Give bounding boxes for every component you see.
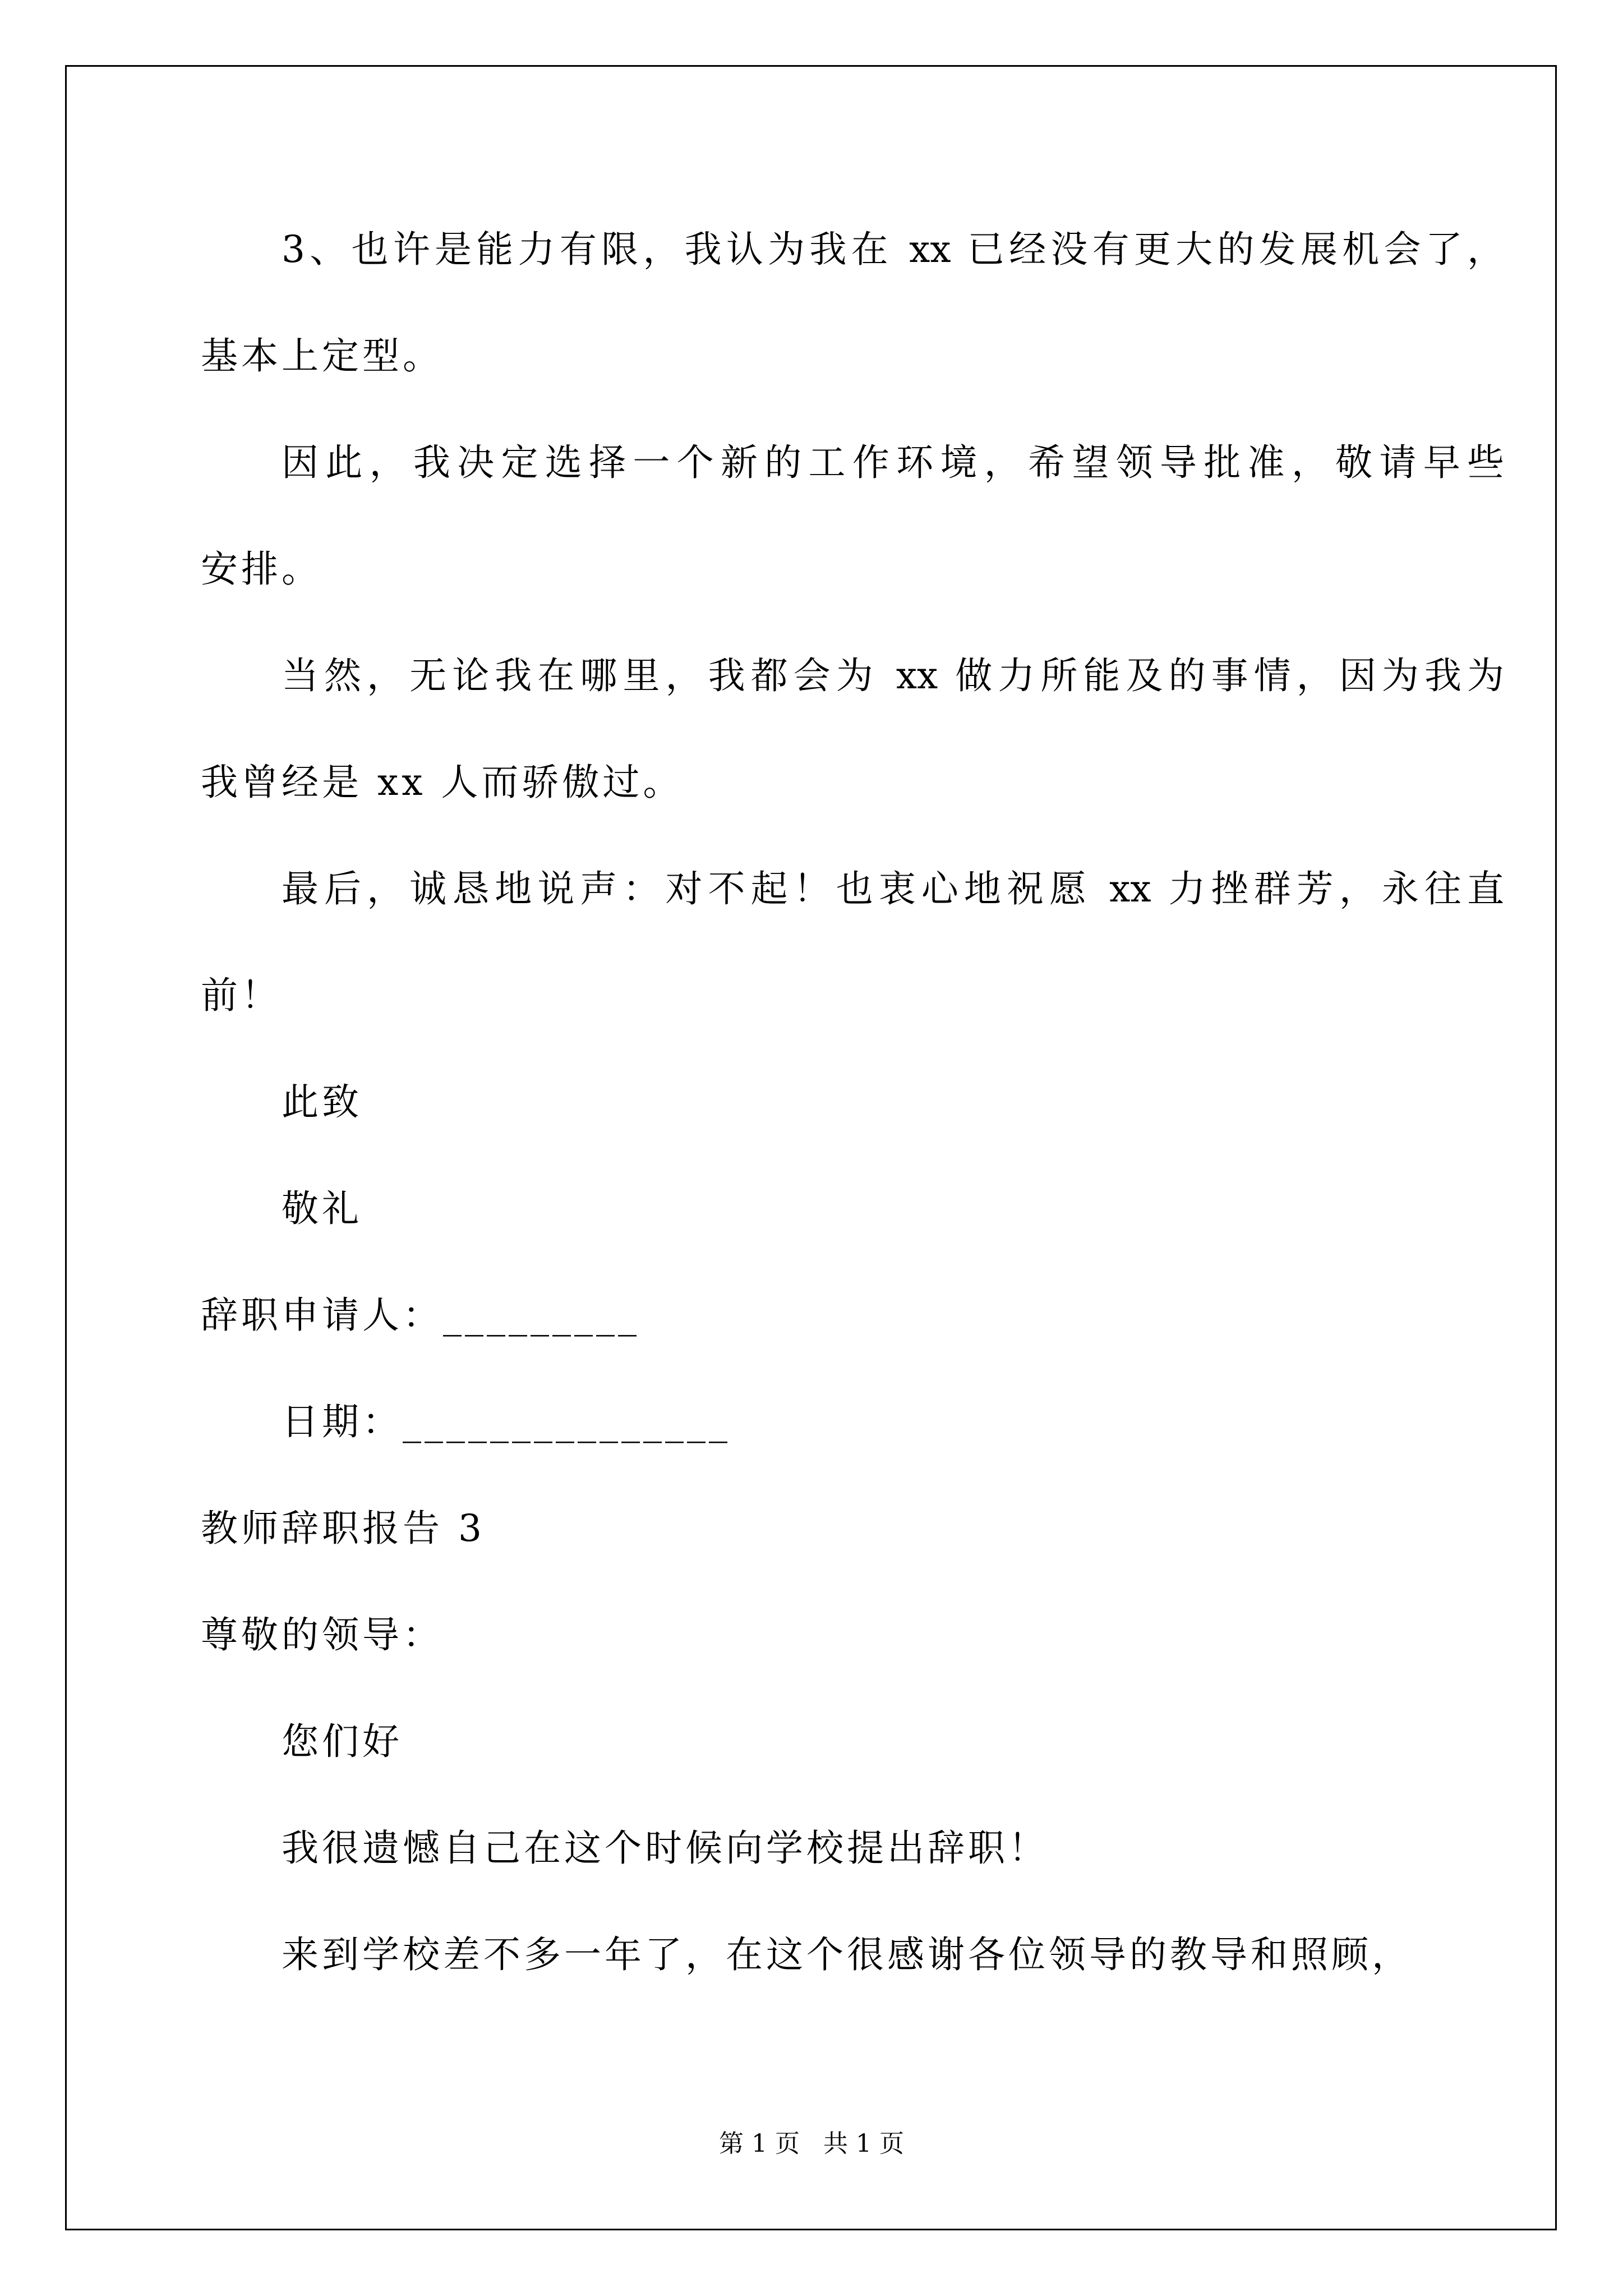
closing-salutation: 此致 — [282, 1080, 362, 1124]
greeting-hello: 您们好 — [282, 1720, 403, 1763]
paragraph-2-line-1: 因此，我决定选择一个新的工作环境，希望领导批准，敬请早些 — [282, 441, 1504, 484]
greeting: 尊敬的领导： — [201, 1613, 443, 1657]
page-border — [65, 65, 1557, 2230]
paragraph-1-line-1: 3、也许是能力有限，我认为我在 xx 已经没有更大的发展机会了， — [282, 228, 1504, 271]
paragraph-3-line-1: 当然，无论我在哪里，我都会为 xx 做力所能及的事情，因为我为 — [282, 654, 1504, 697]
applicant-signature-line: 辞职申请人：_________ — [201, 1294, 640, 1337]
paragraph-4-line-1: 最后，诚恳地说声：对不起！也衷心地祝愿 xx 力挫群芳，永往直 — [282, 867, 1504, 910]
section-title: 教师辞职报告 3 — [201, 1507, 485, 1550]
paragraph-4-line-2: 前！ — [201, 974, 282, 1017]
paragraph-3-line-2: 我曾经是 xx 人而骄傲过。 — [201, 761, 684, 804]
paragraph-1-line-2: 基本上定型。 — [201, 334, 443, 378]
page-number-footer: 第 1 页 共 1 页 — [719, 2129, 904, 2158]
closing-regards: 敬礼 — [282, 1187, 362, 1230]
paragraph-2-line-2: 安排。 — [201, 547, 322, 591]
paragraph-gratitude: 来到学校差不多一年了，在这个很感谢各位领导的教导和照顾， — [282, 1933, 1412, 1976]
date-line: 日期：_______________ — [282, 1400, 731, 1443]
paragraph-resignation-statement: 我很遗憾自己在这个时候向学校提出辞职！ — [282, 1826, 1049, 1870]
